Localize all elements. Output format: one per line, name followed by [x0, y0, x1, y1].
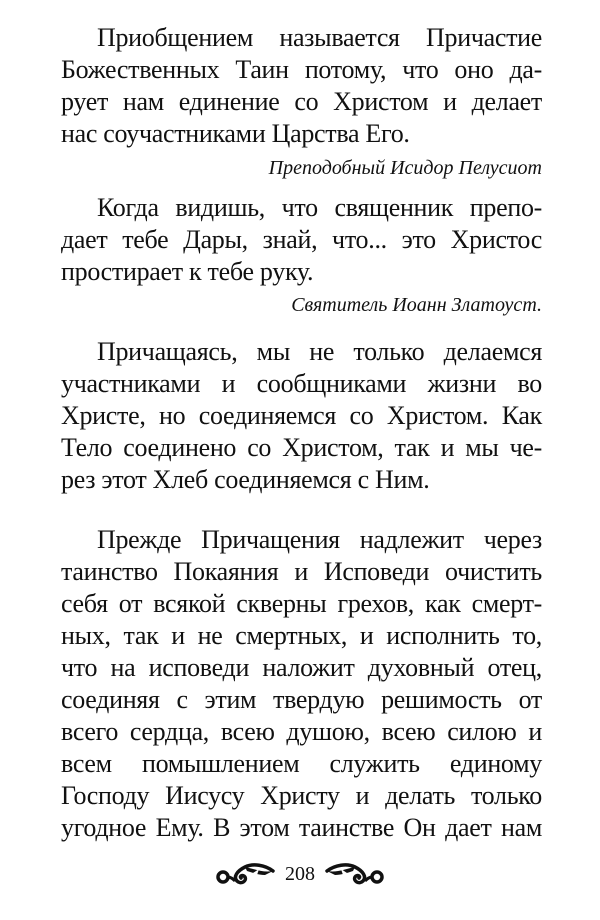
- text-line: простирает к тебе руку.: [61, 257, 314, 286]
- text-line: дает тебе Дары, знай, что... это Христос: [61, 225, 542, 254]
- text-line: соединяя с этим твердую решимость от: [61, 685, 542, 714]
- text-line: Господу Иисусу Христу и делать только: [61, 781, 542, 810]
- quote-attribution: Святитель Иоанн Златоуст.: [291, 294, 542, 316]
- text-line: что на исповеди наложит духовный отец,: [61, 653, 542, 682]
- text-line: всем помышлением служить единому: [61, 749, 542, 778]
- page-footer: [0, 854, 600, 894]
- text-line: участниками и сообщниками жизни во: [61, 369, 542, 398]
- text-line: Божественных Таин потому, что оно да-: [61, 55, 542, 84]
- text-line: угодное Ему. В этом таинстве Он дает нам: [61, 813, 542, 842]
- text-line: Прежде Причащения надлежит через: [97, 525, 542, 554]
- text-line: себя от всякой скверны грехов, как смерт-: [61, 589, 542, 618]
- text-line: всего сердца, всею душою, всею силою и: [61, 717, 542, 746]
- page-number: 208: [285, 862, 315, 885]
- text-line: нас соучастниками Царства Его.: [61, 119, 410, 148]
- text-line: рез этот Хлеб соединяемся с Ним.: [61, 465, 430, 494]
- text-line: Когда видишь, что священник препо-: [97, 193, 542, 222]
- text-line: Приобщением называется Причастие: [97, 23, 542, 52]
- ornament-scroll-right-icon: [325, 861, 385, 887]
- text-line: Причащаясь, мы не только делаемся: [97, 337, 542, 366]
- text-line: рует нам единение со Христом и делает: [61, 87, 542, 116]
- text-line: ных, так и не смертных, и исполнить то,: [61, 621, 542, 650]
- ornament-scroll-left-icon: [215, 861, 275, 887]
- text-line: Христе, но соединяемся со Христом. Как: [61, 401, 542, 430]
- quote-attribution: Преподобный Исидор Пелусиот: [268, 157, 542, 179]
- text-line: таинство Покаяния и Исповеди очистить: [61, 557, 542, 586]
- text-line: Тело соединено со Христом, так и мы че-: [61, 433, 542, 462]
